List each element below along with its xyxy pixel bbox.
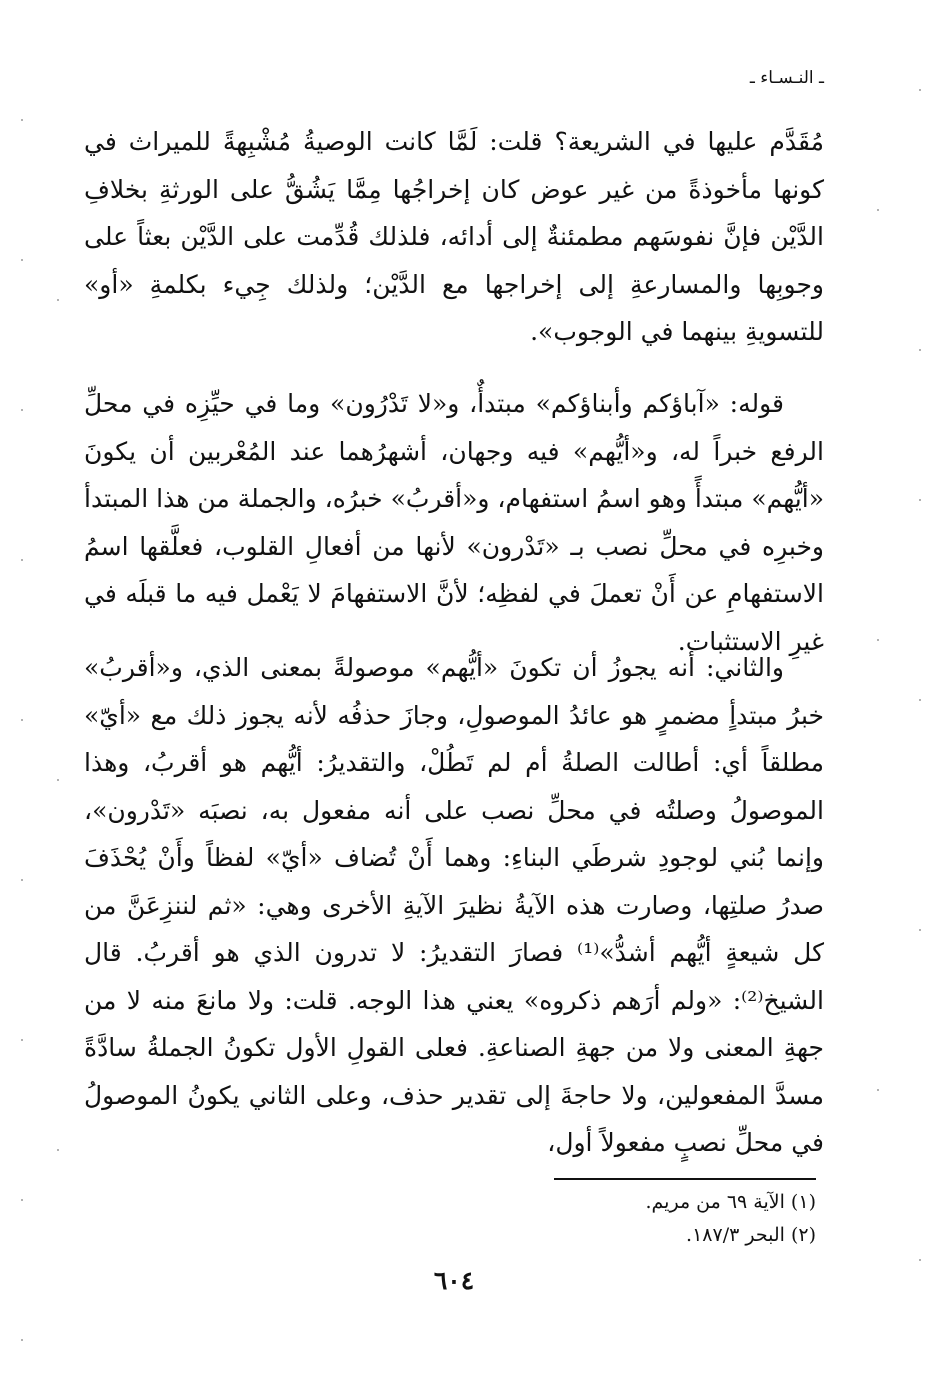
footnotes — [396, 1186, 816, 1252]
footnote-1: (١) الآية ٦٩ من مريم. — [645, 1191, 816, 1213]
running-header: ـ النـسـاء ـ — [749, 68, 824, 88]
paragraph-3: والثاني: أنه يجوزُ أن تكونَ «أيُّهم» موصولةً بمعنى الذي، و«أقربُ» خبرُ مبتدأٍ مضمرٍ هو عائدُ الموصولِ، وجازَ حذفُه لأنه يجوز ذلك مع «أيّ» مطلقاً أي: أطالت الصلةُ أم لم تَطُلْ، والتقديرُ: أيُّهم هو أقربُ، وهذا الموصولُ وصلتُه في محلِّ نصب على أنه مفعول به، نصبَه «تَدْرون»، وإنما بُني لوجودِ شرطَي البناءِ: وهما أَنْ تُضاف «أيّ» لفظاً وأَنْ يُحْذَفَ صدرُ صلتِها، وصارت هذه الآيةُ نظيرَ الآيةِ الأخرى وهي: «ثم لننزِعَنَّ من كل شيعةٍ أيُّهم أشدُّ»⁽¹⁾ فصارَ التقديرُ: لا تدرون الذي هو أقربُ. قال الشيخ⁽²⁾: «ولم أرَهم ذكروه» يعني هذا الوجه. قلت: ولا مانعَ منه لا من جهةِ المعنى ولا من جهةِ الصناعةِ. فعلى القولِ الأول تكونُ الجملةُ سادَّةً مسدَّ المفعولين، ولا حاجةَ إلى تقدير حذف، وعلى الثاني يكونُ الموصولُ في محلِّ نصبٍ مفعولاً أول، — [84, 653, 824, 1157]
footnote-separator — [554, 1178, 816, 1180]
paragraph-2: قوله: «آباؤكم وأبناؤكم» مبتدأٌ، و«لا تَدْرُون» وما في حيِّزِه في محلِّ الرفع خبراً له، و«أيُّهم» فيه وجهان، أشهرُهما عند المُعْربين أن يكونَ «أيُّهم» مبتدأً وهو اسمُ استفهام، و«أقربُ» خبرُه، والجملة من هذا المبتدأ وخبرِه في محلِّ نصب بـ «تَدْرون» لأنها من أفعالِ القلوب، فعلَّقها اسمُ الاستفهامِ عن أَنْ تعملَ في لفظِه؛ لأنَّ الاستفهامَ لا يَعْمل فيه ما قبلَه في غيرِ الاستثبات. — [84, 389, 824, 656]
page-number: ٦٠٤ — [433, 1266, 475, 1295]
book-page — [84, 58, 824, 1348]
paragraph-1: مُقَدَّم عليها في الشريعة؟ قلت: لَمَّا كانت الوصيةُ مُشْبِهةً للميراث في كونها مأخوذةً من غير عوض كان إخراجُها مِمَّا يَشُقُّ على الورثةِ بخلافِ الدَّيْن فإنَّ نفوسَهم مطمئنةٌ إلى أدائه، فلذلك قُدِّمت على الدَّيْن بعثاً على وجوبِها والمسارعةِ إلى إخراجها مع الدَّيْن؛ ولذلك جِيء بكلمةِ «أو» للتسويةِ بينهما في الوجوب». — [84, 127, 824, 346]
footnote-2: (٢) البحر ١٨٧/٣. — [686, 1224, 816, 1246]
